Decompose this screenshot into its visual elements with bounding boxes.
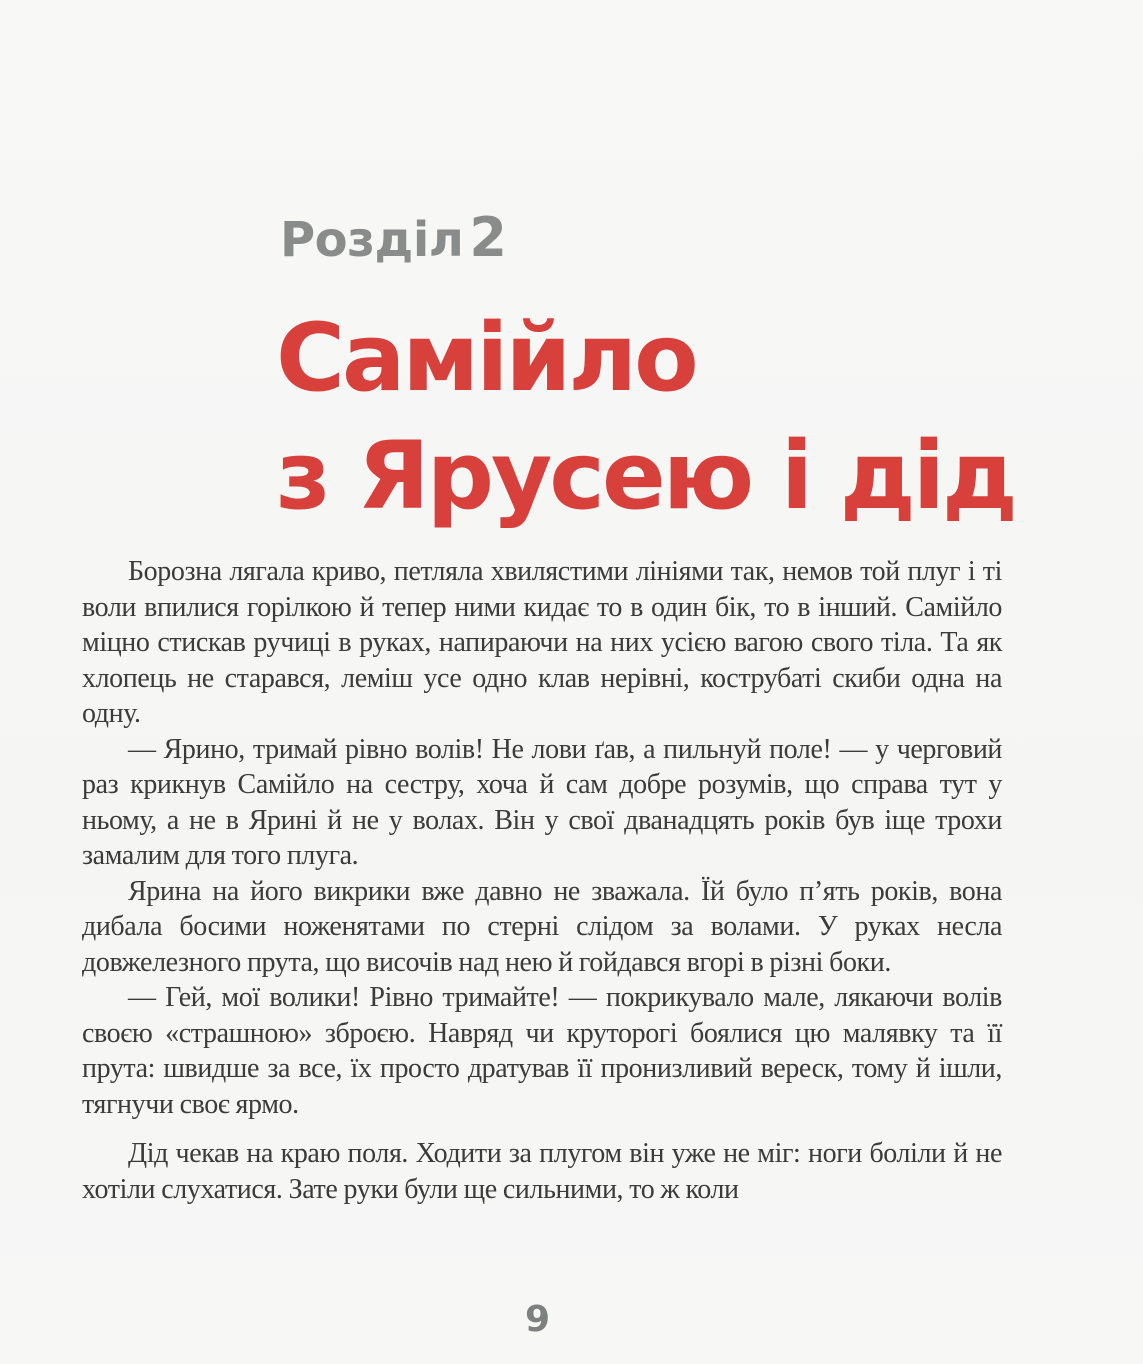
- chapter-number: 2: [469, 206, 507, 269]
- paragraph: Борозна лягала криво, петляла хвилястими лініями так, немов той плуг і ті воли впилися горілкою й тепер ними кидає то в один бік, то в інший. Самійло міцно стискав ручиці в руках, напираючи на них усією вагою свого тіла. Та як хлопець не старався, леміш усе одно клав нерівні, кострубаті скиби одна на одну.: [82, 556, 1002, 729]
- chapter-title-line-1: Самійло: [276, 304, 696, 413]
- chapter-label: [280, 206, 507, 272]
- paragraph: — Ярино, тримай рівно волів! Не лови ґав, а пильнуй поле! — у черговий раз крикнув Самійло на сестру, хоча й сам добре розумів, що справа тут у ньому, а не в Ярині й не у волах. Він у свої дванадцять років був іще трохи замалим для того плуга.: [82, 733, 1002, 871]
- paragraph: Ярина на його викрики вже давно не зважала. Їй було п’ять років, вона дибала босими ноженятами по стерні слідом за волами. У руках несла довжелезного прута, що височів над нею й гойдався вгорі в різні боки.: [82, 875, 1002, 978]
- body-text: [82, 554, 1002, 1207]
- page-number: 9: [524, 1299, 551, 1340]
- chapter-title: [276, 300, 1015, 536]
- chapter-title-line-2: з Ярусею і дід: [276, 422, 1015, 531]
- paragraph: Дід чекав на краю поля. Ходити за плугом він уже не міг: ноги боліли й не хотіли слухатися. Зате руки були ще сильними, то ж коли: [82, 1138, 1002, 1205]
- chapter-label-text: Розділ: [280, 212, 464, 268]
- paragraph: — Гей, мої волики! Рівно тримайте! — покрикувало мале, лякаючи волів своєю «страшною» зброєю. Навряд чи круторогі боялися цю малявку та її прута: швидше за все, їх просто дратував її пронизливий вереск, тому й ішли, тягнучи своє ярмо.: [82, 982, 1002, 1120]
